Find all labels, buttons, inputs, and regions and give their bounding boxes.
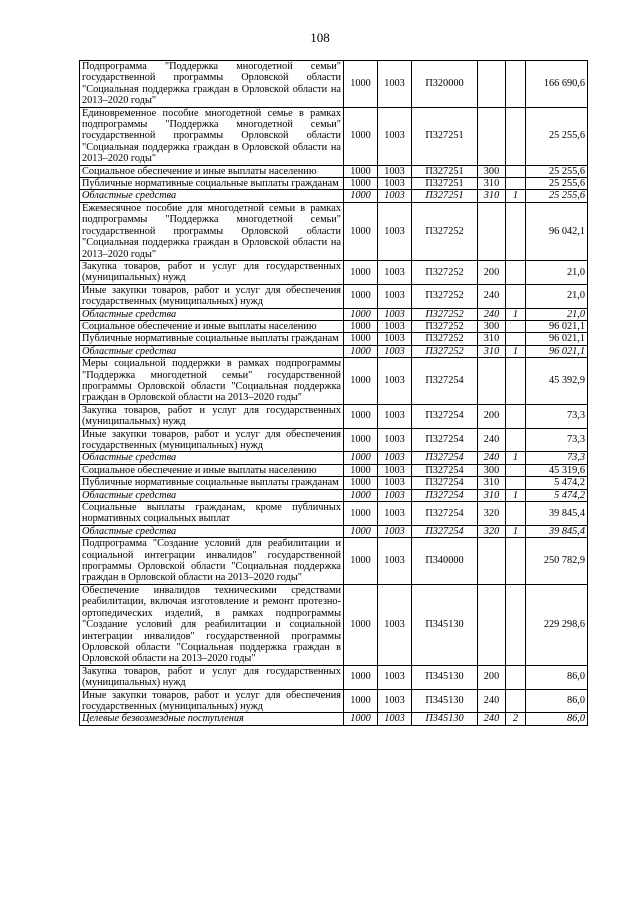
expense-type-code: 300 bbox=[478, 165, 506, 177]
expense-type-code bbox=[478, 202, 506, 260]
subsection-code: 1003 bbox=[378, 525, 412, 537]
expense-type-code: 240 bbox=[478, 452, 506, 464]
row-name: Социальные выплаты гражданам, кроме публичных нормативных социальных выплат bbox=[80, 502, 344, 526]
expense-type-code bbox=[478, 538, 506, 585]
target-article-code: П327252 bbox=[412, 308, 478, 320]
subsection-code: 1003 bbox=[378, 308, 412, 320]
amount: 86,0 bbox=[526, 665, 588, 689]
expense-type-code: 300 bbox=[478, 464, 506, 476]
table-row bbox=[80, 260, 588, 284]
row-name: Областные средства bbox=[80, 308, 344, 320]
section-code: 1000 bbox=[344, 689, 378, 713]
amount: 73,3 bbox=[526, 428, 588, 452]
target-article-code: П340000 bbox=[412, 538, 478, 585]
expense-type-code: 320 bbox=[478, 525, 506, 537]
table-row bbox=[80, 178, 588, 190]
table-row bbox=[80, 525, 588, 537]
table-row bbox=[80, 107, 588, 165]
funding-source-code: 1 bbox=[506, 190, 526, 202]
expense-type-code: 240 bbox=[478, 308, 506, 320]
subsection-code: 1003 bbox=[378, 260, 412, 284]
amount: 86,0 bbox=[526, 713, 588, 725]
row-name: Публичные нормативные социальные выплаты гражданам bbox=[80, 178, 344, 190]
amount: 250 782,9 bbox=[526, 538, 588, 585]
funding-source-code bbox=[506, 665, 526, 689]
subsection-code: 1003 bbox=[378, 477, 412, 489]
expense-type-code: 200 bbox=[478, 260, 506, 284]
funding-source-code bbox=[506, 284, 526, 308]
target-article-code: П327252 bbox=[412, 284, 478, 308]
table-row bbox=[80, 489, 588, 501]
funding-source-code bbox=[506, 464, 526, 476]
table-row bbox=[80, 538, 588, 585]
expense-type-code: 310 bbox=[478, 333, 506, 345]
section-code: 1000 bbox=[344, 525, 378, 537]
section-code: 1000 bbox=[344, 713, 378, 725]
row-name: Единовременное пособие многодетной семье в рамках подпрограммы "Поддержка многодетной семьи" государственной программы Орловской области "Социальная поддержка граждан в Орловской области на 2013–2020 годы" bbox=[80, 107, 344, 165]
subsection-code: 1003 bbox=[378, 584, 412, 665]
expense-type-code bbox=[478, 107, 506, 165]
expense-type-code: 310 bbox=[478, 178, 506, 190]
row-name: Социальное обеспечение и иные выплаты населению bbox=[80, 165, 344, 177]
table-row bbox=[80, 689, 588, 713]
amount: 45 392,9 bbox=[526, 358, 588, 405]
funding-source-code bbox=[506, 538, 526, 585]
subsection-code: 1003 bbox=[378, 464, 412, 476]
target-article-code: П327251 bbox=[412, 165, 478, 177]
table-row bbox=[80, 308, 588, 320]
row-name: Закупка товаров, работ и услуг для государственных (муниципальных) нужд bbox=[80, 665, 344, 689]
target-article-code: П327252 bbox=[412, 333, 478, 345]
funding-source-code: 1 bbox=[506, 452, 526, 464]
target-article-code: П327254 bbox=[412, 358, 478, 405]
amount: 25 255,6 bbox=[526, 165, 588, 177]
table-row bbox=[80, 584, 588, 665]
target-article-code: П327254 bbox=[412, 452, 478, 464]
subsection-code: 1003 bbox=[378, 284, 412, 308]
target-article-code: П345130 bbox=[412, 689, 478, 713]
table-row bbox=[80, 713, 588, 725]
expense-type-code: 200 bbox=[478, 404, 506, 428]
section-code: 1000 bbox=[344, 489, 378, 501]
amount: 96 042,1 bbox=[526, 202, 588, 260]
subsection-code: 1003 bbox=[378, 489, 412, 501]
row-name: Закупка товаров, работ и услуг для государственных (муниципальных) нужд bbox=[80, 260, 344, 284]
section-code: 1000 bbox=[344, 107, 378, 165]
section-code: 1000 bbox=[344, 404, 378, 428]
funding-source-code bbox=[506, 584, 526, 665]
section-code: 1000 bbox=[344, 358, 378, 405]
target-article-code: П327251 bbox=[412, 107, 478, 165]
funding-source-code: 1 bbox=[506, 525, 526, 537]
section-code: 1000 bbox=[344, 165, 378, 177]
expense-type-code: 240 bbox=[478, 284, 506, 308]
expense-type-code: 310 bbox=[478, 190, 506, 202]
section-code: 1000 bbox=[344, 202, 378, 260]
amount: 73,3 bbox=[526, 404, 588, 428]
table-row bbox=[80, 665, 588, 689]
target-article-code: П327254 bbox=[412, 489, 478, 501]
funding-source-code bbox=[506, 477, 526, 489]
expense-type-code: 300 bbox=[478, 320, 506, 332]
amount: 25 255,6 bbox=[526, 178, 588, 190]
subsection-code: 1003 bbox=[378, 689, 412, 713]
amount: 21,0 bbox=[526, 284, 588, 308]
table-row bbox=[80, 464, 588, 476]
target-article-code: П327254 bbox=[412, 525, 478, 537]
section-code: 1000 bbox=[344, 61, 378, 108]
subsection-code: 1003 bbox=[378, 190, 412, 202]
amount: 166 690,6 bbox=[526, 61, 588, 108]
table-row bbox=[80, 190, 588, 202]
section-code: 1000 bbox=[344, 320, 378, 332]
target-article-code: П327251 bbox=[412, 178, 478, 190]
amount: 21,0 bbox=[526, 308, 588, 320]
subsection-code: 1003 bbox=[378, 320, 412, 332]
table-row bbox=[80, 202, 588, 260]
funding-source-code bbox=[506, 358, 526, 405]
amount: 96 021,1 bbox=[526, 333, 588, 345]
amount: 45 319,6 bbox=[526, 464, 588, 476]
target-article-code: П327254 bbox=[412, 464, 478, 476]
table-row bbox=[80, 404, 588, 428]
subsection-code: 1003 bbox=[378, 713, 412, 725]
funding-source-code: 1 bbox=[506, 345, 526, 357]
expense-type-code bbox=[478, 358, 506, 405]
funding-source-code bbox=[506, 61, 526, 108]
table-body bbox=[80, 61, 588, 726]
funding-source-code bbox=[506, 178, 526, 190]
subsection-code: 1003 bbox=[378, 502, 412, 526]
section-code: 1000 bbox=[344, 190, 378, 202]
section-code: 1000 bbox=[344, 502, 378, 526]
funding-source-code bbox=[506, 260, 526, 284]
funding-source-code bbox=[506, 689, 526, 713]
target-article-code: П345130 bbox=[412, 665, 478, 689]
section-code: 1000 bbox=[344, 333, 378, 345]
row-name: Иные закупки товаров, работ и услуг для обеспечения государственных (муниципальных) нужд bbox=[80, 689, 344, 713]
amount: 96 021,1 bbox=[526, 345, 588, 357]
amount: 5 474,2 bbox=[526, 477, 588, 489]
row-name: Областные средства bbox=[80, 190, 344, 202]
amount: 73,3 bbox=[526, 452, 588, 464]
table-row bbox=[80, 284, 588, 308]
amount: 25 255,6 bbox=[526, 190, 588, 202]
target-article-code: П327254 bbox=[412, 428, 478, 452]
expense-type-code: 240 bbox=[478, 713, 506, 725]
expense-type-code: 310 bbox=[478, 489, 506, 501]
funding-source-code bbox=[506, 428, 526, 452]
row-name: Ежемесячное пособие для многодетной семьи в рамках подпрограммы "Поддержка многодетной семьи" государственной программы Орловской области "Социальная поддержка граждан в Орловской области на 2013–2020 годы" bbox=[80, 202, 344, 260]
section-code: 1000 bbox=[344, 584, 378, 665]
amount: 5 474,2 bbox=[526, 489, 588, 501]
target-article-code: П327252 bbox=[412, 320, 478, 332]
target-article-code: П327254 bbox=[412, 404, 478, 428]
amount: 39 845,4 bbox=[526, 502, 588, 526]
expense-type-code: 310 bbox=[478, 477, 506, 489]
amount: 21,0 bbox=[526, 260, 588, 284]
table-row bbox=[80, 428, 588, 452]
target-article-code: П327252 bbox=[412, 260, 478, 284]
table-row bbox=[80, 165, 588, 177]
row-name: Областные средства bbox=[80, 452, 344, 464]
funding-source-code: 1 bbox=[506, 489, 526, 501]
section-code: 1000 bbox=[344, 178, 378, 190]
row-name: Подпрограмма "Создание условий для реабилитации и социальной интеграции инвалидов" государственной программы Орловской области "Социальная поддержка граждан в Орловской области на 2013–2020 годы" bbox=[80, 538, 344, 585]
target-article-code: П327252 bbox=[412, 345, 478, 357]
section-code: 1000 bbox=[344, 428, 378, 452]
row-name: Целевые безвозмездные поступления bbox=[80, 713, 344, 725]
funding-source-code bbox=[506, 502, 526, 526]
funding-source-code: 1 bbox=[506, 308, 526, 320]
expense-type-code bbox=[478, 61, 506, 108]
subsection-code: 1003 bbox=[378, 165, 412, 177]
row-name: Социальное обеспечение и иные выплаты населению bbox=[80, 320, 344, 332]
target-article-code: П327254 bbox=[412, 477, 478, 489]
row-name: Иные закупки товаров, работ и услуг для обеспечения государственных (муниципальных) нужд bbox=[80, 428, 344, 452]
subsection-code: 1003 bbox=[378, 345, 412, 357]
target-article-code: П327254 bbox=[412, 502, 478, 526]
subsection-code: 1003 bbox=[378, 178, 412, 190]
amount: 39 845,4 bbox=[526, 525, 588, 537]
expense-type-code: 320 bbox=[478, 502, 506, 526]
row-name: Меры социальной поддержки в рамках подпрограммы "Поддержка многодетной семьи" государственной программы Орловской области "Социальная поддержка граждан в Орловской области на 2013–2020 годы" bbox=[80, 358, 344, 405]
amount: 86,0 bbox=[526, 689, 588, 713]
section-code: 1000 bbox=[344, 665, 378, 689]
expense-type-code bbox=[478, 584, 506, 665]
table-row bbox=[80, 333, 588, 345]
amount: 25 255,6 bbox=[526, 107, 588, 165]
subsection-code: 1003 bbox=[378, 358, 412, 405]
target-article-code: П345130 bbox=[412, 584, 478, 665]
funding-source-code bbox=[506, 320, 526, 332]
row-name: Социальное обеспечение и иные выплаты населению bbox=[80, 464, 344, 476]
subsection-code: 1003 bbox=[378, 428, 412, 452]
subsection-code: 1003 bbox=[378, 452, 412, 464]
row-name: Закупка товаров, работ и услуг для государственных (муниципальных) нужд bbox=[80, 404, 344, 428]
budget-table bbox=[79, 60, 588, 726]
subsection-code: 1003 bbox=[378, 404, 412, 428]
section-code: 1000 bbox=[344, 308, 378, 320]
amount: 96 021,1 bbox=[526, 320, 588, 332]
row-name: Иные закупки товаров, работ и услуг для обеспечения государственных (муниципальных) нужд bbox=[80, 284, 344, 308]
table-row bbox=[80, 358, 588, 405]
subsection-code: 1003 bbox=[378, 107, 412, 165]
section-code: 1000 bbox=[344, 260, 378, 284]
funding-source-code bbox=[506, 107, 526, 165]
table-row bbox=[80, 61, 588, 108]
subsection-code: 1003 bbox=[378, 538, 412, 585]
row-name: Областные средства bbox=[80, 525, 344, 537]
funding-source-code: 2 bbox=[506, 713, 526, 725]
expense-type-code: 200 bbox=[478, 665, 506, 689]
funding-source-code bbox=[506, 333, 526, 345]
expense-type-code: 310 bbox=[478, 345, 506, 357]
table-row bbox=[80, 477, 588, 489]
section-code: 1000 bbox=[344, 284, 378, 308]
row-name: Обеспечение инвалидов техническими средствами реабилитации, включая изготовление и ремонт протезно-ортопедических изделий, в рамках подпрограммы "Создание условий для реабилитации и социальной интеграции инвалидов" государственной программы Орловской области "Социальная поддержка граждан в Орловской области на 2013–2020 годы" bbox=[80, 584, 344, 665]
subsection-code: 1003 bbox=[378, 665, 412, 689]
table-row bbox=[80, 452, 588, 464]
table-row bbox=[80, 345, 588, 357]
expense-type-code: 240 bbox=[478, 689, 506, 713]
section-code: 1000 bbox=[344, 477, 378, 489]
funding-source-code bbox=[506, 404, 526, 428]
funding-source-code bbox=[506, 202, 526, 260]
row-name: Областные средства bbox=[80, 345, 344, 357]
table-row bbox=[80, 320, 588, 332]
section-code: 1000 bbox=[344, 464, 378, 476]
row-name: Областные средства bbox=[80, 489, 344, 501]
row-name: Публичные нормативные социальные выплаты гражданам bbox=[80, 333, 344, 345]
section-code: 1000 bbox=[344, 345, 378, 357]
subsection-code: 1003 bbox=[378, 61, 412, 108]
subsection-code: 1003 bbox=[378, 333, 412, 345]
expense-type-code: 240 bbox=[478, 428, 506, 452]
section-code: 1000 bbox=[344, 452, 378, 464]
subsection-code: 1003 bbox=[378, 202, 412, 260]
target-article-code: П327252 bbox=[412, 202, 478, 260]
page-number: 108 bbox=[310, 30, 330, 45]
section-code: 1000 bbox=[344, 538, 378, 585]
row-name: Подпрограмма "Поддержка многодетной семьи" государственной программы Орловской области "Социальная поддержка граждан в Орловской области на 2013–2020 годы" bbox=[80, 61, 344, 108]
target-article-code: П345130 bbox=[412, 713, 478, 725]
funding-source-code bbox=[506, 165, 526, 177]
target-article-code: П320000 bbox=[412, 61, 478, 108]
target-article-code: П327251 bbox=[412, 190, 478, 202]
row-name: Публичные нормативные социальные выплаты гражданам bbox=[80, 477, 344, 489]
table-row bbox=[80, 502, 588, 526]
amount: 229 298,6 bbox=[526, 584, 588, 665]
